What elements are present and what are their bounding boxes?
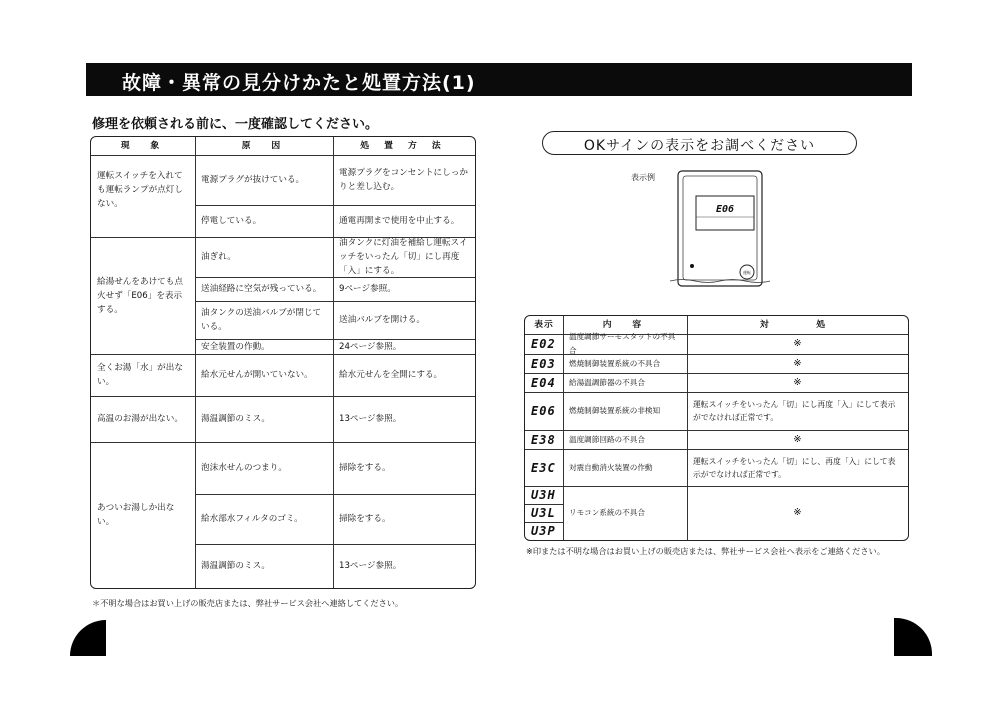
page-title: 故障・異常の見分けかたと処置方法(1) (122, 72, 476, 94)
countermeasure-cell: ※ (793, 506, 802, 518)
error-code: U3L (531, 506, 556, 520)
phenomenon-cell: 全くお湯「水」が出ない。 (97, 363, 183, 387)
remote-display-code: E06 (715, 204, 735, 215)
phenomenon-cell: 高温のお湯が出ない。 (97, 414, 183, 424)
cause-cell: 電源プラグが抜けている。 (201, 175, 305, 185)
action-cell: 送油バルブを開ける。 (339, 315, 425, 325)
action-cell: 13ページ参照。 (339, 560, 402, 571)
phenomenon-cell: あついお湯しか出ない。 (97, 502, 175, 527)
content-cell: リモコン系統の不具合 (569, 507, 645, 517)
cause-cell: 安全装置の作動。 (201, 341, 270, 352)
cause-cell: 給水部水フィルタのゴミ。 (201, 514, 303, 524)
error-code: U3P (531, 523, 556, 538)
countermeasure-cell: 運転スイッチをいったん「切」にし再度「入」にして表示がでなければ正常です。 (693, 400, 896, 422)
table-divider (525, 354, 909, 355)
header-phenomenon: 現 象 (120, 141, 166, 151)
table-divider (91, 442, 476, 443)
table-divider (91, 155, 476, 156)
cause-cell: 油タンクの送油バルブが閉じている。 (201, 308, 322, 332)
error-code: E02 (531, 337, 556, 351)
cause-cell: 湯温調節のミス。 (201, 560, 271, 571)
action-cell: 9ページ参照。 (339, 284, 396, 294)
troubleshooting-table (90, 136, 476, 589)
content-cell: 対震自動消火装置の作動 (569, 462, 653, 472)
error-code: U3H (531, 488, 556, 502)
content-cell: 燃焼制御装置系統の不具合 (569, 358, 661, 368)
cause-cell: 送油経路に空気が残っている。 (201, 284, 322, 294)
table-divider (195, 205, 476, 206)
table-divider (525, 449, 909, 450)
table-divider (91, 354, 476, 355)
error-code: E03 (531, 356, 556, 371)
cause-cell: 湯温調節のミス。 (201, 414, 271, 424)
error-code: E38 (531, 432, 556, 447)
left-footnote: ＊不明な場合はお買い上げの販売店または、弊社サービス会社へ連絡してください。 (92, 598, 404, 608)
table-divider (525, 373, 909, 374)
table-divider (525, 486, 909, 487)
countermeasure-cell: 運転スイッチをいったん「切」にし、再度「入」にして表示がでなければ正常です。 (693, 456, 896, 479)
header-action: 処 置 方 法 (360, 141, 447, 151)
action-cell: 電源プラグをコンセントにしっかりと差し込む。 (339, 168, 468, 192)
error-code: E06 (531, 404, 556, 418)
content-cell: 温度調節サーモスタットの不具合 (569, 332, 676, 355)
power-lamp-icon (690, 264, 694, 268)
action-cell: 掃除をする。 (339, 514, 391, 524)
table-divider (525, 430, 909, 431)
ok-sign-banner-text: OKサインの表示をお調べください (583, 138, 816, 154)
table-divider (525, 392, 909, 393)
header-cause: 原 因 (241, 141, 287, 151)
title-bar (86, 63, 912, 96)
table-divider (195, 494, 476, 495)
countermeasure-cell: ※ (793, 376, 802, 388)
error-code: E3C (531, 460, 556, 475)
table-divider (195, 544, 476, 545)
phenomenon-cell: 給湯せんをあけても点火せず「E06」を表示する。 (97, 276, 183, 315)
right-footnote: ※印または不明な場合はお買い上げの販売店または、弊社サービス会社へ表示をご連絡ください。 (526, 546, 885, 556)
table-divider (91, 396, 476, 397)
table-divider (195, 277, 476, 278)
content-cell: 燃焼制御装置系統の非検知 (569, 406, 661, 415)
remote-run-label: 運転 (743, 270, 751, 275)
cause-cell: 停電している。 (201, 216, 262, 226)
action-cell: 24ページ参照。 (339, 341, 402, 352)
action-cell: 油タンクに灯油を補給し運転スイッチをいったん「切」にし再度「入」にする。 (339, 238, 468, 276)
error-code: E04 (531, 375, 556, 390)
countermeasure-cell: ※ (793, 433, 802, 445)
header-display: 表示 (534, 320, 554, 330)
remote-controller-illustration (670, 168, 770, 288)
cause-cell: 油ぎれ。 (201, 252, 236, 262)
cause-cell: 給水元せんが開いていない。 (201, 370, 313, 380)
left-heading: 修理を依頼される前に、一度確認してください。 (92, 117, 379, 132)
table-divider (525, 504, 563, 505)
ok-sign-banner (542, 131, 857, 155)
table-divider (525, 334, 909, 335)
cause-cell: 泡沫水せんのつまり。 (201, 463, 287, 473)
action-cell: 通電再開まで使用を中止する。 (339, 216, 460, 226)
content-cell: 給湯温調節器の不具合 (569, 377, 645, 387)
header-countermeasure: 対 処 (759, 320, 836, 330)
action-cell: 給水元せんを全開にする。 (339, 370, 443, 380)
table-divider (91, 237, 476, 238)
action-cell: 掃除をする。 (339, 463, 391, 473)
table-divider (563, 316, 564, 541)
table-divider (195, 339, 476, 340)
countermeasure-cell: ※ (793, 357, 802, 369)
page-corner-mark-left (70, 620, 106, 656)
content-cell: 温度調節回路の不具合 (569, 434, 645, 444)
table-divider (687, 316, 688, 541)
countermeasure-cell: ※ (793, 338, 802, 349)
header-content: 内 容 (602, 320, 648, 330)
action-cell: 13ページ参照。 (339, 414, 402, 424)
display-example-label: 表示例 (631, 173, 655, 182)
table-divider (195, 301, 476, 302)
table-divider (525, 522, 563, 523)
error-code-table (524, 315, 909, 541)
page-corner-mark-right (894, 618, 932, 656)
phenomenon-cell: 運転スイッチを入れても運転ランプが点灯しない。 (97, 171, 183, 209)
